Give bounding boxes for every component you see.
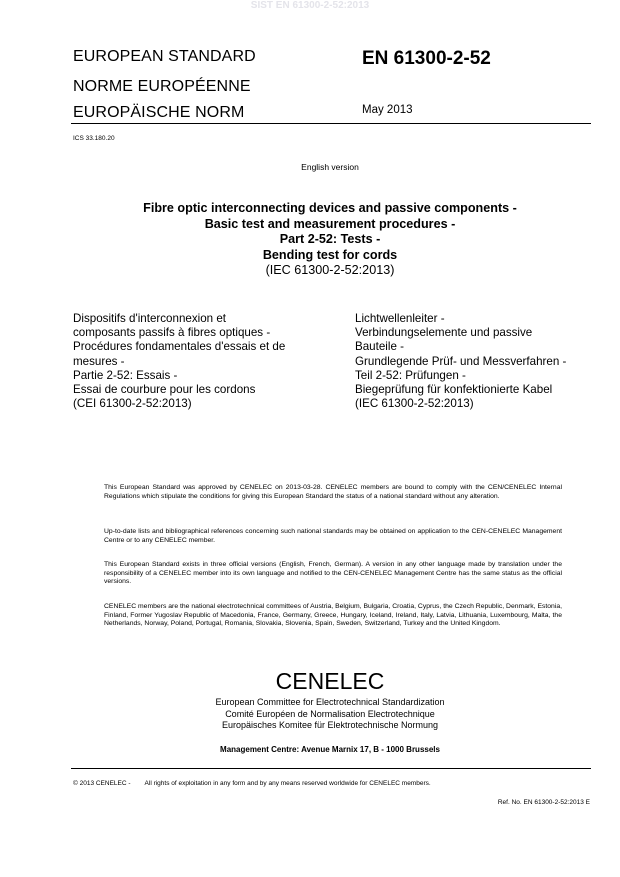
title-line-3: Part 2-52: Tests - (279, 232, 381, 246)
committee-names (0, 697, 620, 732)
committee-en: European Committee for Electrotechnical Standardization (215, 697, 445, 707)
approval-paragraph: This European Standard was approved by CENELEC on 2013-03-28. CENELEC members are bound to comply with the CEN/CENELEC Internal Regulations which stipulate the conditions for giving this European Standard the status of a national standard without any alteration. (104, 484, 562, 500)
title-line-1: Fibre optic interconnecting devices and passive components - (143, 201, 517, 215)
members-paragraph: CENELEC members are the national electrotechnical committees of Austria, Belgium, Bulgaria, Croatia, Cyprus, the Czech Republic, Denmark, Estonia, Finland, Former Yugoslav Republic of Macedonia, France, Germany, Greece, Hungary, Iceland, Ireland, Italy, Latvia, Lithuania, Luxembourg, Malta, the Netherlands, Norway, Poland, Portugal, Romania, Slovakia, Slovenia, Spain, Sweden, Switzerland, Turkey and the United Kingdom. (104, 603, 562, 628)
title-de-line: Teil 2-52: Prüfungen - (355, 368, 466, 382)
cenelec-logo-text: CENELEC (275, 668, 385, 694)
title-de-line: Verbindungselemente und passive (355, 326, 533, 340)
committee-de: Europäisches Komitee für Elektrotechnische Normung (221, 720, 439, 730)
standard-title-en: EUROPEAN STANDARD (73, 48, 256, 65)
title-reference: (IEC 61300-2-52:2013) (265, 263, 395, 277)
title-fr-line: Dispositifs d'interconnexion et (73, 312, 227, 325)
footer-rule (71, 768, 591, 769)
standard-title-fr: NORME EUROPÉENNE (73, 78, 251, 95)
title-line-4: Bending test for cords (262, 247, 398, 262)
title-fr-line: Partie 2-52: Essais - (73, 368, 178, 382)
title-line-2: Basic test and measurement procedures - (204, 216, 456, 231)
management-centre: Management Centre: Avenue Marnix 17, B - 1000 Brussels (220, 745, 440, 754)
copyright-line (73, 780, 431, 787)
ics-code: ICS 33.180.20 (73, 135, 115, 142)
title-fr-line: Procédures fondamentales d'essais et de (73, 340, 286, 354)
title-fr-line: Essai de courbure pour les cordons (73, 383, 256, 397)
title-de-line: Lichtwellenleiter - (355, 312, 445, 325)
copyright: © 2013 CENELEC - (73, 780, 131, 787)
title-de-line: Grundlegende Prüf- und Messverfahren - (355, 354, 567, 368)
document-title (0, 201, 620, 279)
reference-number: Ref. No. EN 61300-2-52:2013 E (497, 799, 590, 806)
rights-statement: All rights of exploitation in any form and by any means reserved worldwide for CENELEC members. (144, 780, 431, 787)
committee-fr: Comité Européen de Normalisation Electrotechnique (225, 708, 435, 719)
title-de-line: Biegeprüfung für konfektionierte Kabel (355, 383, 553, 397)
standard-number: EN 61300-2-52 (362, 48, 491, 69)
title-fr-line: (CEI 61300-2-52:2013) (73, 397, 192, 411)
title-french (73, 312, 333, 411)
title-german (355, 312, 610, 411)
title-fr-line: composants passifs à fibres optiques - (73, 326, 271, 340)
publication-date: May 2013 (362, 104, 413, 116)
title-fr-line: mesures - (73, 354, 125, 368)
header-rule (71, 123, 591, 124)
versions-paragraph: This European Standard exists in three official versions (English, French, German). A version in any other language made by translation under the responsibility of a CENELEC member into its own language and notified to the CEN-CENELEC Management Centre has the same status as the official versions. (104, 561, 562, 586)
watermark: SIST EN 61300-2-52:2013 (250, 0, 370, 11)
standard-title-de: EUROPÄISCHE NORM (73, 104, 245, 121)
references-paragraph: Up-to-date lists and bibliographical references concerning such national standards may be obtained on application to the CEN-CENELEC Management Centre or to any CENELEC member. (104, 528, 562, 544)
version-label: English version (301, 162, 359, 172)
title-de-line: Bauteile - (355, 340, 404, 354)
title-de-line: (IEC 61300-2-52:2013) (355, 397, 474, 411)
